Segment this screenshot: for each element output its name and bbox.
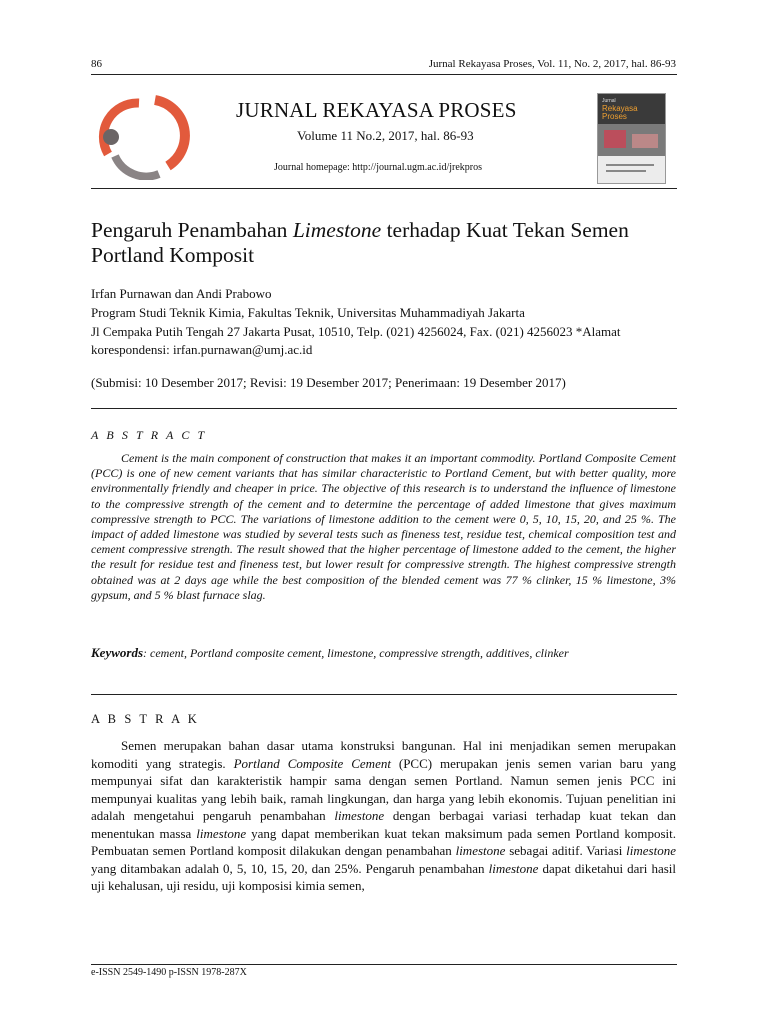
footer-rule: [91, 964, 677, 965]
affiliation-block: [91, 304, 681, 360]
abstrak-seg: sebagai aditif. Variasi: [505, 843, 627, 858]
authors: Irfan Purnawan dan Andi Prabowo: [91, 286, 272, 301]
abstract-top-rule: [91, 408, 677, 409]
article-title: [91, 218, 691, 268]
abstract-heading: A B S T R A C T: [91, 428, 207, 442]
submission-dates: (Submisi: 10 Desember 2017; Revisi: 19 Desember 2017; Penerimaan: 19 Desember 2017): [91, 375, 566, 390]
abstrak-seg: (PCC) merupakan jenis semen varian baru yang mempunyai sifat dan karakteristik hampir sama dengan semen Portland. Namun semen jenis PCC ini mempunyai kualitas yang lebih baik, ramah lingkungan, dan harga yang lebih ekonomis. Tujuan penelitian ini adalah mengetahui pengaruh penambahan: [91, 755, 676, 823]
cover-figure: [604, 130, 626, 148]
cover-text-line: [606, 170, 646, 172]
cover-title-line2: Proses: [602, 112, 627, 121]
affiliation: Program Studi Teknik Kimia, Fakultas Teknik, Universitas Muhammadiyah Jakarta: [91, 305, 525, 320]
abstrak-seg: Semen merupakan bahan dasar utama konstruksi bangunan. Hal ini menjadikan semen merupakan komoditi yang strategis.: [91, 738, 676, 771]
logo-arc-bottom: [115, 156, 159, 176]
abstrak-heading: A B S T R A K: [91, 712, 200, 726]
page-number: 86: [91, 58, 102, 70]
abstrak-italic: Portland Composite Cement: [233, 755, 391, 771]
issn-footer: e-ISSN 2549-1490 p-ISSN 1978-287X: [91, 967, 247, 978]
running-citation: Jurnal Rekayasa Proses, Vol. 11, No. 2, 2017, hal. 86-93: [428, 58, 676, 70]
abstrak-seg: dapat diketahui dari hasil uji kehalusan, uji residu, uji komposisi kimia semen,: [91, 860, 676, 893]
abstrak-italic: limestone: [455, 843, 506, 858]
abstrak-top-rule: [91, 694, 677, 695]
cover-title-small: Jurnal: [602, 98, 616, 104]
article-title-italic: Limestone: [292, 218, 382, 242]
article-title-part1: Pengaruh Penambahan: [91, 218, 293, 242]
cover-title-line1: Rekayasa: [602, 104, 638, 113]
header-bottom-rule: [91, 188, 677, 189]
keywords-list: : cement, Portland composite cement, limestone, compressive strength, additives, clinker: [143, 646, 569, 660]
abstrak-seg: yang ditambakan adalah 0, 5, 10, 15, 20, dan 25%. Pengaruh penambahan: [91, 860, 489, 876]
abstrak-text: [91, 737, 676, 895]
cover-figure-2: [632, 134, 658, 148]
journal-volume: Volume 11 No.2, 2017, hal. 86-93: [297, 128, 474, 143]
abstract-text: Cement is the main component of construction that makes it an important commodity. Portland Composite Cement (PCC) is one of new cement variants that has similar characteristic to Portland Cement, but with better quality, more environmentally friendly and cheaper in price. The objective of this research is to understand the influence of limestone to the compressive strength of the cement and to determine the percentage of added limestone that gives maximum compressive strength to PCC. The variations of limestone addition to the cement were 0, 5, 10, 15, 20, and 25 %. The impact of added limestone was studied by several tests such as fineness test, residue test, chemical composition test and cement compressive strength. The result showed that the higher percentage of limestone added to the cement, the higher the result for residue test and fineness test, but lower result for compressive strength. The highest compressive strength obtained was at 2 days age while the best composition of the blended cement was 77 % clinker, 15 % limestone, 3% gypsum, and 5 % blast furnace slag.: [91, 451, 676, 602]
logo-arc-left: [103, 103, 139, 154]
abstrak-italic: limestone: [334, 808, 385, 823]
header-top-rule: [91, 74, 677, 75]
journal-homepage: Journal homepage: http://journal.ugm.ac.id/jrekpros: [274, 162, 483, 173]
abstrak-italic: limestone: [626, 843, 676, 858]
article-title-part2: terhadap Kuat Tekan Semen Portland Komposit: [91, 218, 629, 267]
cover-text-line: [606, 164, 654, 166]
abstrak-italic: limestone: [488, 860, 539, 876]
journal-cover-thumbnail: [597, 93, 666, 184]
journal-title: JURNAL REKAYASA PROSES: [236, 98, 517, 122]
cover-bottom-band: [598, 156, 665, 183]
logo-arc-right: [155, 100, 185, 166]
address: Jl Cempaka Putih Tengah 27 Jakarta Pusat, 10510, Telp. (021) 4256024, Fax. (021) 4256023 *Alamat korespondensi: irfan.purnawan@umj.ac.id: [91, 323, 621, 357]
abstrak-italic: limestone: [196, 825, 247, 841]
abstrak-seg: yang dapat memberikan kuat tekan maksimum pada semen Portland komposit. Pembuatan semen Portland komposit dilakukan dengan penambahan: [91, 825, 677, 858]
journal-logo: [97, 94, 195, 185]
logo-dot: [103, 129, 119, 145]
abstrak-seg: dengan berbagai variasi terhadap kuat tekan dan menentukan massa: [91, 808, 676, 841]
keywords: [91, 645, 681, 661]
cover-title: [602, 96, 638, 121]
keywords-label: Keywords: [91, 645, 143, 660]
